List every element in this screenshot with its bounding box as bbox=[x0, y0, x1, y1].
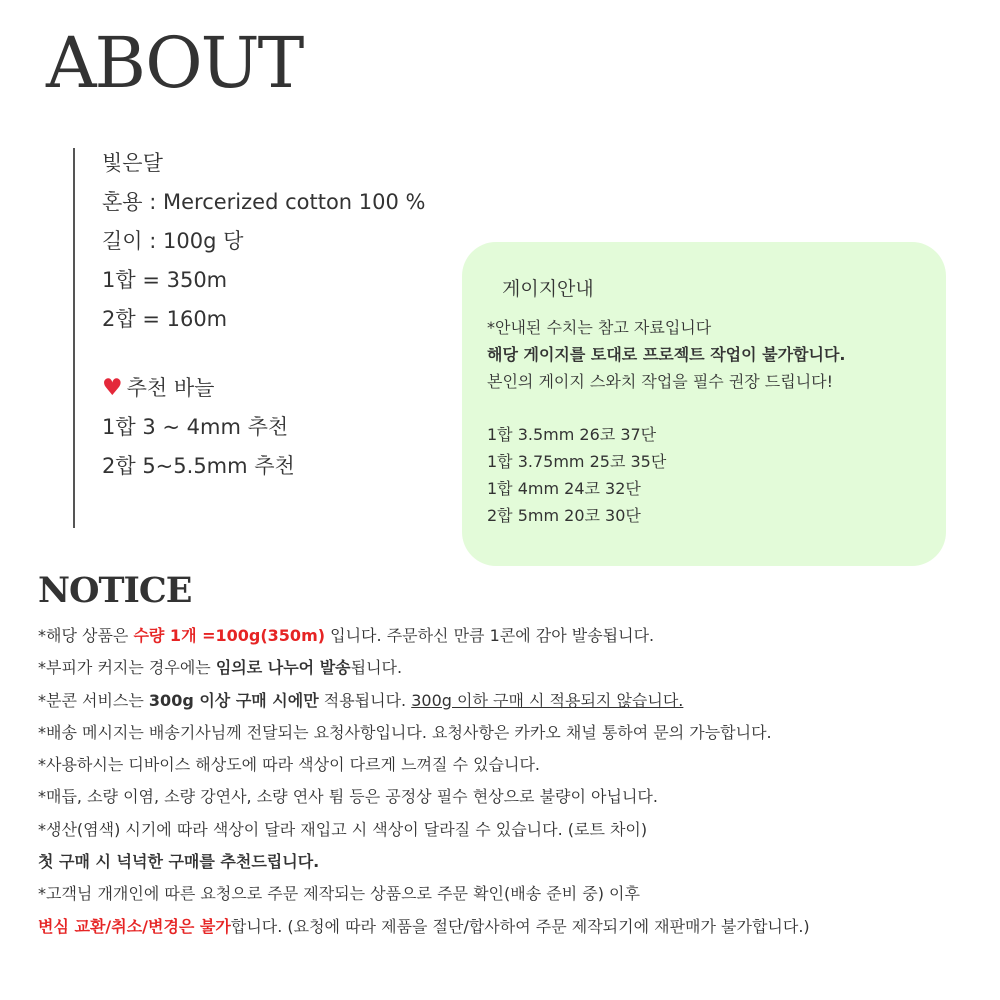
needle-heading-label: 추천 바늘 bbox=[126, 376, 215, 400]
notice-text: 됩니다. bbox=[350, 658, 403, 678]
notice-text: 입니다. 주문하신 만큼 1콘에 감아 발송됩니다. bbox=[325, 626, 655, 645]
notice-emphasis: 300g 이상 구매 시에만 bbox=[148, 690, 319, 710]
length-info: 길이 : 100g 당 bbox=[102, 229, 244, 253]
notice-no-refund bbox=[38, 911, 810, 943]
product-name: 빛은달 bbox=[102, 151, 163, 175]
notice-text: *분콘 서비스는 bbox=[38, 690, 149, 710]
gauge-row: 1합 4mm 24코 32단 bbox=[487, 479, 641, 498]
gauge-row: 1합 3.75mm 25코 35단 bbox=[487, 452, 667, 471]
about-info bbox=[102, 144, 426, 486]
notice-first-purchase: 첫 구매 시 넉넉한 구매를 추천드립니다. bbox=[38, 852, 320, 872]
about-divider bbox=[73, 148, 75, 528]
notice-list bbox=[38, 620, 810, 943]
notice-text: *부피가 커지는 경우에는 bbox=[38, 658, 216, 678]
gauge-body bbox=[487, 314, 846, 529]
notice-volume bbox=[38, 652, 810, 684]
notice-text: 합니다. (요청에 따라 제품을 절단/합사하여 주문 제작되기에 재판매가 불가합니다.) bbox=[230, 916, 810, 936]
notice-lot: *생산(염색) 시기에 따라 색상이 달라 재입고 시 색상이 달라질 수 있습니다. (로트 차이) bbox=[38, 819, 648, 839]
needle-ply2: 2합 5~5.5mm 추천 bbox=[102, 454, 295, 478]
blend-info: 혼용 : Mercerized cotton 100 % bbox=[102, 190, 426, 214]
notice-quantity bbox=[38, 620, 810, 652]
about-title: ABOUT bbox=[46, 22, 303, 104]
notice-delivery-message: *배송 메시지는 배송기사님께 전달되는 요청사항입니다. 요청사항은 카카오 채널 통하여 문의 가능합니다. bbox=[38, 722, 772, 742]
notice-highlight: 변심 교환/취소/변경은 불가 bbox=[38, 916, 231, 936]
gauge-recommend: 본인의 게이지 스와치 작업을 필수 권장 드립니다! bbox=[487, 372, 834, 391]
notice-emphasis: 임의로 나누어 발송 bbox=[215, 658, 351, 678]
gauge-title: 게이지안내 bbox=[502, 278, 594, 300]
needle-ply1: 1합 3 ~ 4mm 추천 bbox=[102, 415, 289, 439]
notice-title: NOTICE bbox=[38, 570, 192, 611]
gauge-warning: 해당 게이지를 토대로 프로젝트 작업이 불가합니다. bbox=[487, 345, 846, 364]
notice-custom-order: *고객님 개개인에 따른 요청으로 주문 제작되는 상품으로 주문 확인(배송 준비 중) 이후 bbox=[38, 884, 640, 904]
notice-defects: *매듭, 소량 이염, 소량 강연사, 소량 연사 튐 등은 공정상 필수 현상으로 불량이 아닙니다. bbox=[38, 787, 658, 807]
spacer bbox=[487, 395, 846, 421]
notice-underline: 300g 이하 구매 시 적용되지 않습니다. bbox=[411, 690, 684, 710]
heart-icon: ♥ bbox=[102, 375, 123, 401]
gauge-row: 2합 5mm 20코 30단 bbox=[487, 506, 641, 525]
gauge-row: 1합 3.5mm 26코 37단 bbox=[487, 425, 657, 444]
notice-split-service bbox=[38, 685, 810, 717]
gauge-note: *안내된 수치는 참고 자료입니다 bbox=[487, 318, 712, 337]
ply2-info: 2합 = 160m bbox=[102, 307, 228, 331]
ply1-info: 1합 = 350m bbox=[102, 268, 228, 292]
notice-text: 적용됩니다. bbox=[318, 690, 412, 710]
notice-device-color: *사용하시는 디바이스 해상도에 따라 색상이 다르게 느껴질 수 있습니다. bbox=[38, 755, 540, 775]
spacer bbox=[102, 339, 426, 369]
gauge-info-box bbox=[462, 242, 946, 566]
notice-highlight: 수량 1개 =100g(350m) bbox=[133, 626, 326, 645]
notice-text: *해당 상품은 bbox=[38, 626, 134, 645]
needle-heading bbox=[102, 369, 426, 408]
